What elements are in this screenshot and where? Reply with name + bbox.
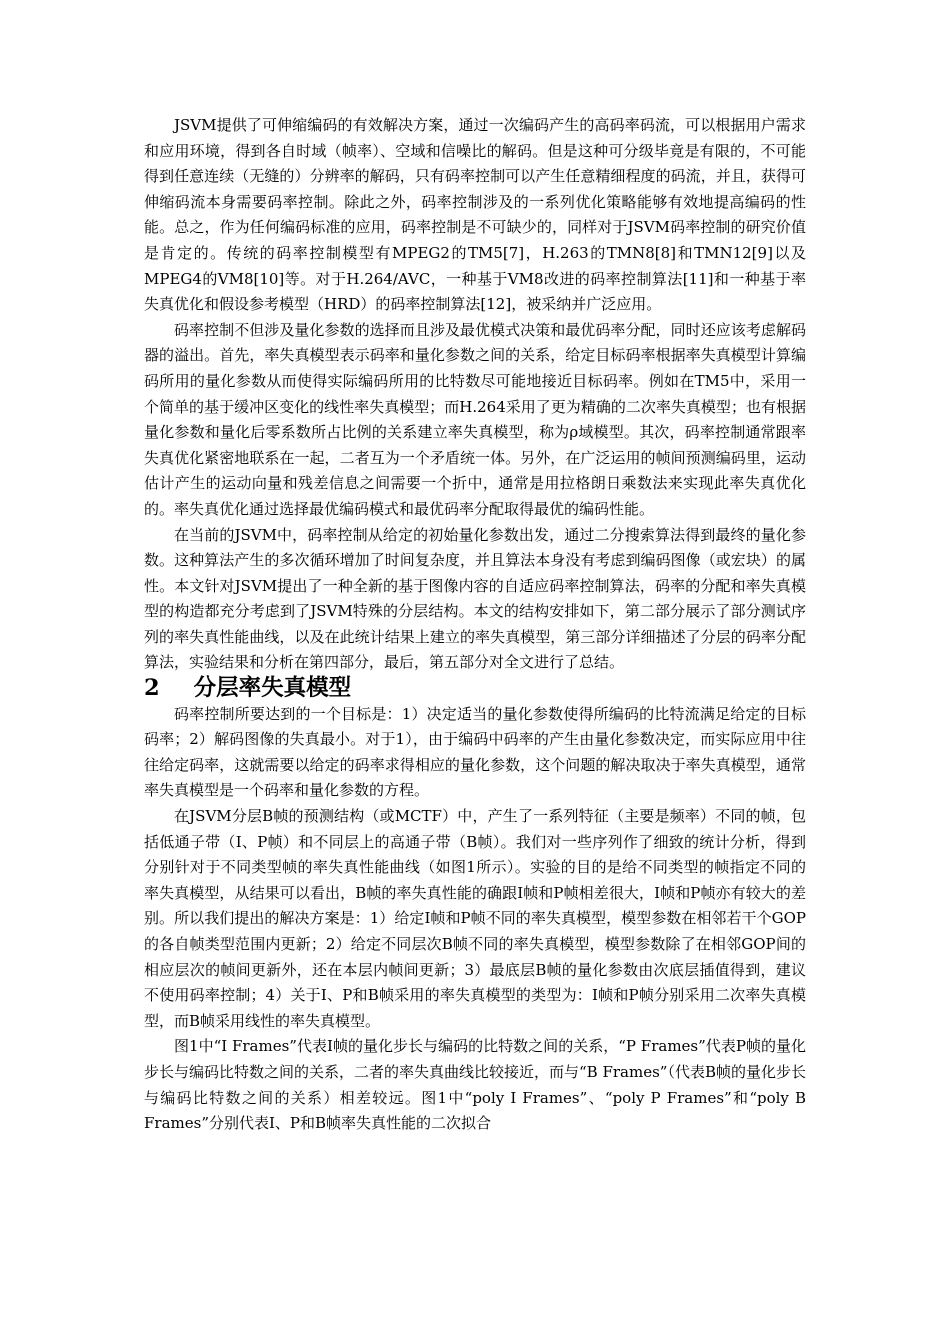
section-number: 2: [144, 675, 160, 702]
paragraph-figure-description: 图1中“I Frames”代表I帧的量化步长与编码的比特数之间的关系，“P Frames”代表P帧的量化步长与编码比特数之间的关系，二者的率失真曲线比较接近，而与“B Frames”（代表B帧的量化步长与编码比特数之间的关系）相差较远。图1中“poly I Frames”、“poly P Frames”和“poly B Frames”分别代表I、P和B帧率失真性能的二次拟合: [144, 1037, 806, 1133]
paragraph-intro-jsvm: JSVM提供了可伸缩编码的有效解决方案，通过一次编码产生的高码率码流，可以根据用户需求和应用环境，得到各自时域（帧率）、空域和信噪比的解码。但是这种可分级毕竟是有限的，不可能得到任意连续（无缝的）分辨率的解码，只有码率控制可以产生任意精细程度的码流，并且，获得可伸缩码流本身需要码率控制。除此之外，码率控制涉及的一系列优化策略能够有效地提高编码的性能。总之，作为任何编码标准的应用，码率控制是不可缺少的，同样对于JSVM码率控制的研究价值是肯定的。传统的码率控制模型有MPEG2的TM5[7]，H.263的TMN8[8]和TMN12[9]以及MPEG4的VM8[10]等。对于H.264/AVC，一种基于VM8改进的码率控制算法[11]和一种基于率失真优化和假设参考模型（HRD）的码率控制算法[12]，被采纳并广泛应用。: [144, 116, 806, 314]
section-heading: [144, 676, 806, 702]
paragraph-rate-control-overview: 码率控制不但涉及量化参数的选择而且涉及最优模式决策和最优码率分配，同时还应该考虑解码器的溢出。首先，率失真模型表示码率和量化参数之间的关系，给定目标码率根据率失真模型计算编码所用的量化参数从而使得实际编码所用的比特数尽可能地接近目标码率。例如在TM5中，采用一个简单的基于缓冲区变化的线性率失真模型；而H.264采用了更为精确的二次率失真模型；也有根据量化参数和量化后零系数所占比例的关系建立率失真模型，称为ρ域模型。其次，码率控制通常跟率失真优化紧密地联系在一起，二者互为一个矛盾统一体。另外，在广泛运用的帧间预测编码里，运动估计产生的运动向量和残差信息之间需要一个折中，通常是用拉格朗日乘数法来实现此率失真优化的。率失真优化通过选择最优编码模式和最优码率分配取得最优的编码性能。: [144, 320, 806, 518]
paragraph-rate-control-goal: 码率控制所要达到的一个目标是：1）决定适当的量化参数使得所编码的比特流满足给定的目标码率；2）解码图像的失真最小。对于1），由于编码中码率的产生由量化参数决定，而实际应用中往往给定码率，这就需要以给定的码率求得相应的量化参数，这个问题的解决取决于率失真模型，通常率失真模型是一个码率和量化参数的方程。: [144, 704, 806, 800]
paragraph-current-jsvm: 在当前的JSVM中，码率控制从给定的初始量化参数出发，通过二分搜索算法得到最终的量化参数。这种算法产生的多次循环增加了时间复杂度，并且算法本身没有考虑到编码图像（或宏块）的属性。本文针对JSVM提出了一种全新的基于图像内容的自适应码率控制算法，码率的分配和率失真模型的构造都充分考虑到了JSVM特殊的分层结构。本文的结构安排如下，第二部分展示了部分测试序列的率失真性能曲线，以及在此统计结果上建立的率失真模型，第三部分详细描述了分层的码率分配算法，实验结果和分析在第四部分，最后，第五部分对全文进行了总结。: [144, 525, 806, 672]
section-title: 分层率失真模型: [193, 675, 352, 702]
document-body: [144, 113, 806, 1137]
paragraph-hierarchical-b: 在JSVM分层B帧的预测结构（或MCTF）中，产生了一系列特征（主要是频率）不同的帧，包括低通子带（I、P帧）和不同层上的高通子带（B帧）。我们对一些序列作了细致的统计分析，得到分别针对于不同类型帧的率失真性能曲线（如图1所示）。实验的目的是给不同类型的帧指定不同的率失真模型，从结果可以看出，B帧的率失真性能的确跟I帧和P帧相差很大，I帧和P帧亦有较大的差别。所以我们提出的解决方案是：1）给定I帧和P帧不同的率失真模型，模型参数在相邻若干个GOP的各自帧类型范围内更新；2）给定不同层次B帧不同的率失真模型，模型参数除了在相邻GOP间的相应层次的帧间更新外，还在本层内帧间更新；3）最底层B帧的量化参数由次底层插值得到，建议不使用码率控制；4）关于I、P和B帧采用的率失真模型的类型为：I帧和P帧分别采用二次率失真模型，而B帧采用线性的率失真模型。: [144, 807, 806, 1030]
